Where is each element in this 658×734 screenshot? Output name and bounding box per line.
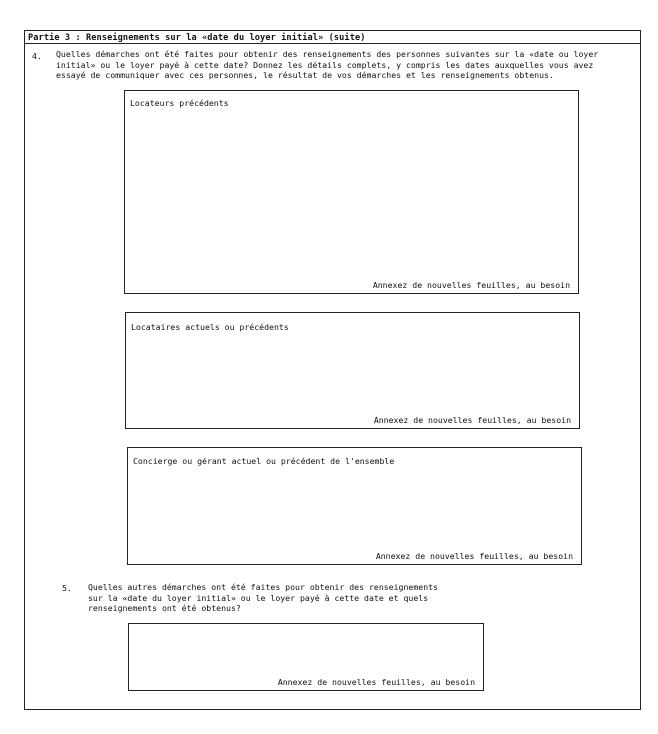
box-footer-note: Annexez de nouvelles feuilles, au besoin (375, 551, 573, 561)
header-divider (24, 43, 641, 44)
question-4-text (56, 49, 598, 81)
answer-box-other-steps[interactable] (128, 623, 484, 691)
question-5-line: renseignements ont été obtenus? (88, 603, 241, 613)
answer-box-superintendent[interactable] (127, 447, 582, 565)
answer-box-tenants[interactable] (125, 312, 580, 429)
box-label-superintendent: Concierge ou gérant actuel ou précédent de l'ensemble (133, 456, 395, 466)
box-label-tenants: Locataires actuels ou précédents (131, 322, 289, 332)
part-title: Partie 3 : Renseignements sur la «date du loyer initial» (suite) (28, 33, 366, 43)
answer-box-previous-landlords[interactable] (124, 90, 579, 294)
box-footer-note: Annexez de nouvelles feuilles, au besoin (372, 280, 570, 290)
question-4-line: essayé de communiquer avec ces personnes, le résultat de vos démarches et les renseignements obtenus. (56, 70, 554, 80)
question-4-number: 4. (32, 51, 42, 61)
question-4-line: initial» ou le loyer payé à cette date? Donnez les détails complets, y compris les dates auxquelles vous avez (56, 59, 594, 70)
question-5-number: 5. (62, 583, 72, 593)
question-5-line: sur la «date du loyer initial» ou le loyer payé à cette date et quels (88, 592, 429, 603)
question-5-text (88, 582, 438, 614)
question-5-line: Quelles autres démarches ont été faites pour obtenir des renseignements (88, 582, 438, 592)
question-4-line: Quelles démarches ont été faites pour obtenir des renseignements des personnes suivantes sur la «date ou loyer (56, 49, 599, 59)
box-footer-note: Annexez de nouvelles feuilles, au besoin (277, 677, 475, 687)
box-footer-note: Annexez de nouvelles feuilles, au besoin (373, 415, 571, 425)
box-label-previous-landlords: Locateurs précédents (130, 98, 229, 108)
